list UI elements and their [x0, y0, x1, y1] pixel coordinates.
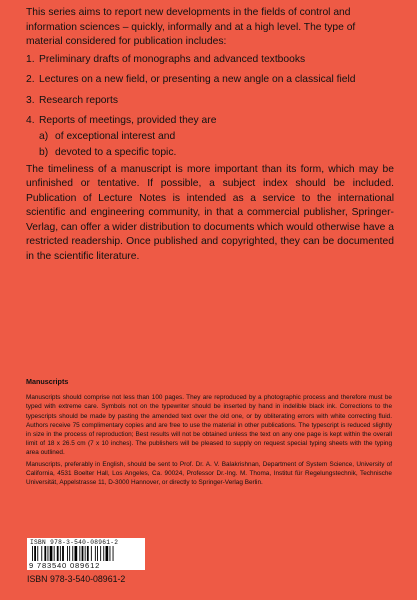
series-description	[26, 6, 394, 264]
manuscripts-section	[26, 377, 392, 489]
meeting-conditions	[39, 130, 394, 161]
category-item: 4. Reports of meetings, provided they are a) of exceptional interest and b) devoted to a specific topic.	[26, 114, 394, 161]
manuscripts-paragraph: Manuscripts should comprise not less than 100 pages. They are reproduced by a photographic process and therefore must be typed with extreme care. Symbols not on the typewriter should be inserted by hand in indelible black ink. Corrections to the typescripts should be made by pasting the amended text over the old one, or by obliterating errors with white correcting fluid. Authors receive 75 complimentary copies and are free to use the material in other publications. The typescript is reduced slightly in size in the process of reproduction; Best results will not be obtained unless the text on any one page is kept within the overall limit of 18 x 26.5 cm (7 x 10 inches). The publishers will be pleased to supply on request special typing sheets with the typing area outlined.	[26, 394, 392, 457]
condition-item: b) devoted to a specific topic.	[39, 147, 177, 158]
barcode-bars	[30, 546, 142, 561]
condition-item: a) of exceptional interest and	[39, 130, 176, 142]
series-intro: This series aims to report new developments in the fields of control and information sciences – quickly, informally and at a high level. The type of material considered for publication includes:	[26, 7, 356, 47]
barcode	[27, 538, 145, 570]
manuscripts-address-paragraph: Manuscripts, preferably in English, should be sent to Prof. Dr. A. V. Balakrishnan, Department of System Science, University of California, 4531 Boelter Hall, Los Angeles, Ca. 90024, Professor Dr.-Ing. M. Thoma, Institut für Regelungstechnik, Technische Universität, Appelstrasse 11, D-3000 Hannover, or directly to Springer-Verlag Berlin.	[26, 460, 392, 487]
publication-categories	[26, 53, 394, 161]
category-item: 2. Lectures on a new field, or presenting a new angle on a classical field	[26, 74, 356, 85]
timeliness-paragraph: The timeliness of a manuscript is more important than its form, which may be unfinished or tentative. If possible, a subject index should be included. Publication of Lecture Notes is intended as a service to the international scientific and engineering community, in that a commercial publisher, Springer-Verlag, can offer a wider distribution to documents which would otherwise have a restricted readership. Once published and copyrighted, they can be documented in the scientific literature.	[26, 163, 394, 262]
barcode-isbn-label: ISBN 978-3-540-08961-2	[30, 539, 119, 546]
category-item: 1. Preliminary drafts of monographs and advanced textbooks	[26, 53, 306, 65]
manuscripts-heading: Manuscripts	[26, 377, 69, 386]
category-item: 3. Research reports	[26, 94, 118, 106]
barcode-digits: 9 783540 089612	[29, 561, 101, 570]
isbn-text: ISBN 978-3-540-08961-2	[27, 574, 126, 584]
